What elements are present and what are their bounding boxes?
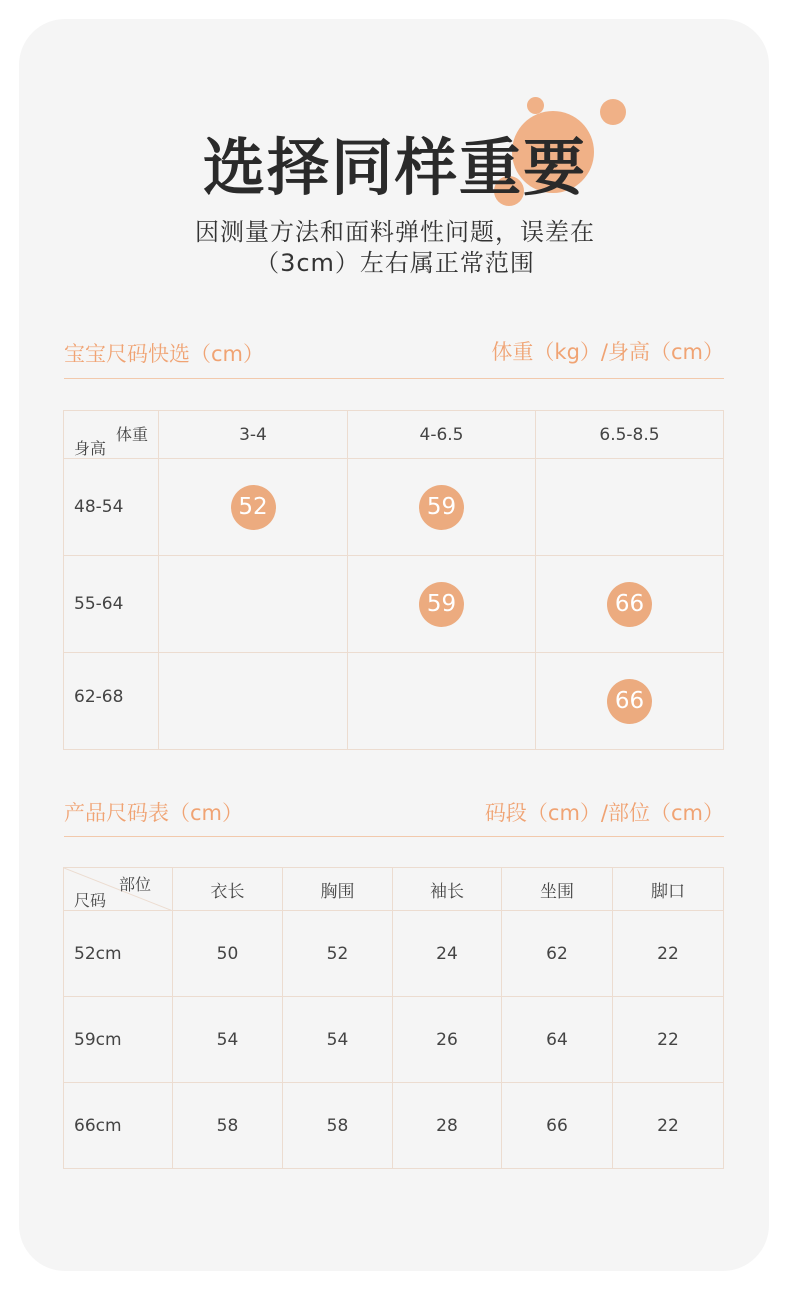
size-label: 66cm <box>64 1083 173 1169</box>
measure-value: 58 <box>283 1083 393 1169</box>
subtitle-line-1: 因测量方法和面料弹性问题，误差在 <box>195 218 595 246</box>
decorative-blob-small <box>527 97 544 114</box>
corner-weight-label: 体重 <box>116 425 149 444</box>
table-row <box>64 653 724 750</box>
measure-column-header: 衣长 <box>173 868 283 911</box>
measure-value: 54 <box>173 997 283 1083</box>
weight-column-header: 4-6.5 <box>348 411 536 459</box>
corner-cell <box>64 411 159 459</box>
size-chart-heading: 产品尺码表（cm） <box>64 801 244 825</box>
measure-column-header: 脚口 <box>613 868 724 911</box>
weight-column-header: 6.5-8.5 <box>536 411 724 459</box>
table-row <box>64 1083 724 1169</box>
quick-select-table <box>63 410 724 750</box>
corner-height-label: 身高 <box>74 439 107 458</box>
measure-value: 58 <box>173 1083 283 1169</box>
corner-cell <box>64 868 173 911</box>
section-divider <box>64 378 724 379</box>
measure-value: 54 <box>283 997 393 1083</box>
height-range: 62-68 <box>64 653 159 750</box>
measure-value: 22 <box>613 1083 724 1169</box>
quick-select-heading: 宝宝尺码快选（cm） <box>64 342 265 366</box>
height-range: 48-54 <box>64 459 159 556</box>
empty-cell <box>159 653 348 750</box>
measure-value: 62 <box>502 911 613 997</box>
measure-column-header: 胸围 <box>283 868 393 911</box>
quick-select-units: 体重（kg）/身高（cm） <box>491 340 724 364</box>
size-badge[interactable]: 66 <box>607 679 652 724</box>
measure-value: 66 <box>502 1083 613 1169</box>
measure-value: 52 <box>283 911 393 997</box>
size-label: 59cm <box>64 997 173 1083</box>
subtitle-line-2: （3cm）左右属正常范围 <box>255 249 535 277</box>
table-row <box>64 459 724 556</box>
size-badge[interactable]: 66 <box>607 582 652 627</box>
measure-value: 26 <box>393 997 502 1083</box>
size-badge[interactable]: 59 <box>419 485 464 530</box>
size-badge[interactable]: 59 <box>419 582 464 627</box>
table-row <box>64 911 724 997</box>
size-label: 52cm <box>64 911 173 997</box>
height-range: 55-64 <box>64 556 159 653</box>
empty-cell <box>348 653 536 750</box>
empty-cell <box>159 556 348 653</box>
corner-part-label: 部位 <box>119 875 152 894</box>
table-row <box>64 997 724 1083</box>
size-chart-table <box>63 867 724 1169</box>
measure-column-header: 袖长 <box>393 868 502 911</box>
size-chart-units: 码段（cm）/部位（cm） <box>484 801 724 825</box>
measure-column-header: 坐围 <box>502 868 613 911</box>
measure-value: 22 <box>613 911 724 997</box>
page-title: 选择同样重要 <box>202 131 587 204</box>
size-badge[interactable]: 52 <box>231 485 276 530</box>
empty-cell <box>536 459 724 556</box>
measure-value: 22 <box>613 997 724 1083</box>
measure-value: 24 <box>393 911 502 997</box>
corner-size-label: 尺码 <box>74 891 107 910</box>
section-divider <box>64 836 724 837</box>
measure-value: 28 <box>393 1083 502 1169</box>
measure-value: 50 <box>173 911 283 997</box>
measure-value: 64 <box>502 997 613 1083</box>
weight-column-header: 3-4 <box>159 411 348 459</box>
table-row <box>64 556 724 653</box>
